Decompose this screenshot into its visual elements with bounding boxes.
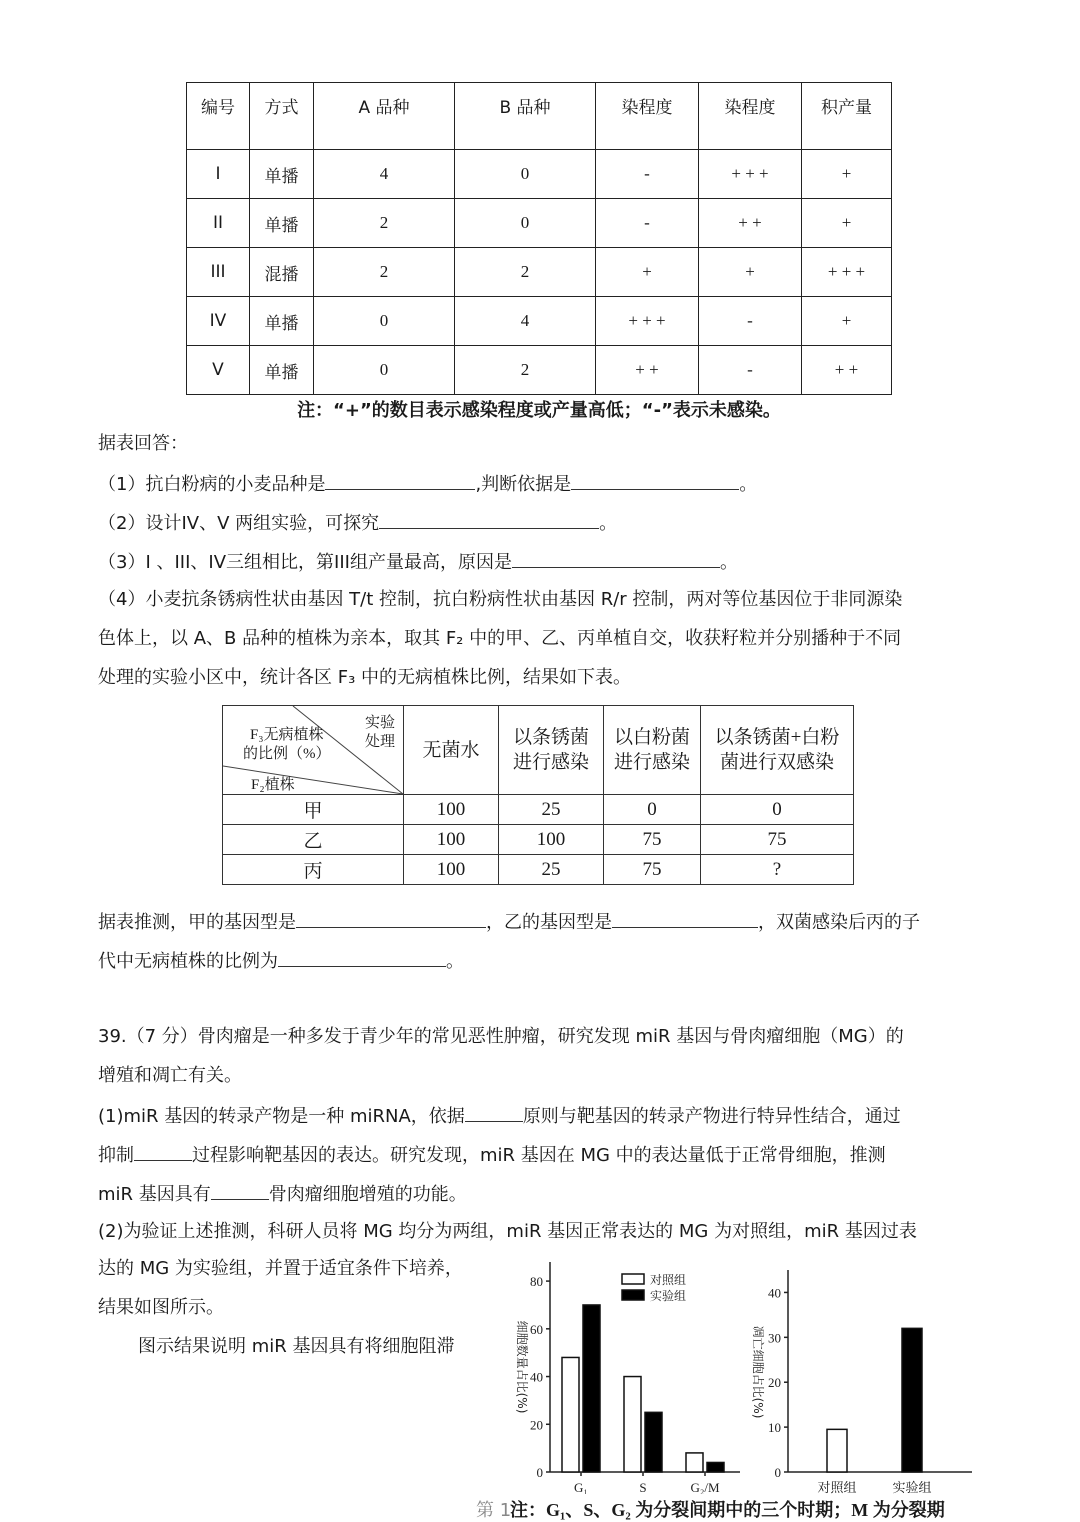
bar-control [686,1453,703,1472]
q39-line-3 [98,1103,901,1129]
question-4-line-1: （4）小麦抗条锈病性状由基因 T/t 控制，抗白粉病性状由基因 R/r 控制，两对等位基因位于非同源染 [98,589,903,610]
cell: 4 [455,297,596,346]
y-tick-label: 30 [768,1330,781,1346]
cell: 25 [499,795,604,825]
y-tick-label: 40 [530,1369,543,1385]
x-tick-label: G₂/M [690,1480,720,1494]
x-tick-label: 对照组 [817,1481,857,1494]
corner-label-ratio: F₃无病植株 的比例（%） [243,727,331,762]
x-tick-label: G₁ [574,1480,588,1494]
question-text: 。 [719,552,738,573]
answer-blank[interactable] [278,948,446,967]
x-tick-label: 实验组 [892,1481,932,1494]
bar-experiment [583,1305,600,1472]
question-text: ，乙的基因型是 [486,912,612,933]
planting-table [186,82,892,395]
cell: 0 [604,795,701,825]
bar-control [562,1357,579,1472]
question-text: 过程影响靶基因的表达。研究发现，miR 基因在 MG 中的表达量低于正常骨细胞，推测 [192,1145,886,1166]
cell: 混播 [250,248,314,297]
cell: - [699,297,802,346]
q39-line-8: 结果如图所示。 [98,1297,224,1318]
question-text: 。 [446,951,464,972]
header-cell: 方式 [250,83,314,150]
bar-control [624,1377,641,1472]
cell: + + + [596,297,699,346]
cell: 100 [404,855,499,885]
apoptosis-bar-chart [740,1262,980,1494]
corner-label-treatment: 实验 处理 [364,715,395,750]
chart-footnote: 注：G₁、S、G₂ 为分裂间期中的三个时期；M 为分裂期 [510,1500,945,1520]
q39-line-1: 39.（7 分）骨肉瘤是一种多发于青少年的常见恶性肿瘤，研究发现 miR 基因与骨肉瘤细胞（MG）的 [98,1026,904,1047]
question-text: 抑制 [98,1145,134,1166]
cell: 甲 [223,795,404,825]
question-text: 。 [599,513,618,534]
cell: 单播 [250,346,314,395]
bar-experiment [645,1412,662,1472]
table-note: 注：“+”的数目表示感染程度或产量高低；“-”表示未感染。 [297,400,781,421]
table-row [187,248,892,297]
q39-line-4 [98,1142,886,1168]
cell: I [187,150,250,199]
cell: II [187,199,250,248]
question-4-line-3: 处理的实验小区中，统计各区 F₃ 中的无病植株比例，结果如下表。 [98,667,632,688]
y-axis-label: 凋亡细胞占比(%) [751,1325,765,1419]
cell: 乙 [223,825,404,855]
question-text: (1)miR 基因的转录产物是一种 miRNA，依据 [98,1106,465,1127]
bar-experiment [902,1328,922,1472]
cell: + [802,150,892,199]
header-cell: 编号 [187,83,250,150]
cell: 2 [314,248,455,297]
header-cell: 无菌水 [404,706,499,795]
legend-label: 对照组 [650,1273,687,1287]
y-tick-label: 0 [536,1465,543,1480]
answer-blank[interactable] [612,909,758,928]
q39-line-2: 增殖和凋亡有关。 [98,1065,242,1086]
question-text: 原则与靶基因的转录产物进行特异性结合，通过 [522,1106,901,1127]
question-text: 。 [739,474,758,495]
cell: 100 [404,795,499,825]
answer-blank[interactable] [325,471,475,490]
q39-line-7: 达的 MG 为实验组，并置于适宜条件下培养， [98,1258,463,1279]
cell: + + [699,199,802,248]
header-cell: B 品种 [455,83,596,150]
bar-experiment [707,1462,724,1472]
cell: 0 [455,199,596,248]
table-row [187,150,892,199]
cell: 0 [701,795,854,825]
header-cell: 染程度 [596,83,699,150]
diagonal-header-cell [223,706,404,795]
question-4-line-2: 色体上，以 A、B 品种的植株为亲本，取其 F₂ 中的甲、乙、丙单植自交，收获籽粒并分别播种于不同 [98,628,902,649]
cell: 100 [404,825,499,855]
question-text: 据表推测，甲的基因型是 [98,912,296,933]
header-cell: 以条锈菌 进行感染 [499,706,604,795]
question-3 [98,549,738,575]
cell: + + [596,346,699,395]
table-row [187,199,892,248]
y-tick-label: 0 [774,1465,781,1480]
bar-control [827,1429,847,1472]
cell: + [802,199,892,248]
cell: - [596,150,699,199]
corner-label-f2: F₂植株 [251,777,295,793]
cell: 75 [604,855,701,885]
answer-blank[interactable] [512,549,720,568]
cell: - [596,199,699,248]
table-row [223,825,854,855]
table-row [223,855,854,885]
inference-line-1 [98,909,920,935]
cell: 0 [314,346,455,395]
q39-line-6: (2)为验证上述推测，科研人员将 MG 均分为两组，miR 基因正常表达的 MG 为对照组，miR 基因过表 [98,1221,917,1242]
cell: 25 [499,855,604,885]
table-row [223,795,854,825]
question-1 [98,471,757,497]
cell: ? [701,855,854,885]
cell: 丙 [223,855,404,885]
question-text: ,判断依据是 [475,474,572,495]
cell: + [802,297,892,346]
question-text: 代中无病植株的比例为 [98,951,278,972]
cell: 75 [604,825,701,855]
cell: 2 [455,346,596,395]
cell: 2 [314,199,455,248]
cell: IV [187,297,250,346]
cell: 100 [499,825,604,855]
legend-swatch [622,1290,644,1300]
legend-swatch [622,1274,644,1284]
table-row [187,297,892,346]
y-tick-label: 10 [768,1420,781,1436]
cell: 0 [455,150,596,199]
header-cell: 以条锈菌+白粉 菌进行双感染 [701,706,854,795]
y-tick-label: 60 [530,1321,543,1337]
cell: III [187,248,250,297]
cell: + + [802,346,892,395]
inference-line-2 [98,948,464,974]
x-tick-label: S [639,1480,647,1494]
answer-blank[interactable] [379,510,599,529]
cell: + + + [699,150,802,199]
question-text: miR 基因具有 [98,1184,211,1205]
cell-cycle-bar-chart [500,1262,750,1494]
table-row [187,346,892,395]
cell: 单播 [250,150,314,199]
y-axis-label: 细胞数量占比(%) [515,1320,529,1414]
cell: - [699,346,802,395]
cell: + [596,248,699,297]
question-text: （2）设计IV、V 两组实验，可探究 [98,513,380,534]
answer-blank[interactable] [571,471,739,490]
f3-results-table [222,705,854,885]
cell: 单播 [250,199,314,248]
answer-blank[interactable] [465,1103,523,1122]
cell: 0 [314,297,455,346]
header-cell: 以白粉菌 进行感染 [604,706,701,795]
cell: 2 [455,248,596,297]
question-text: （3）I 、III、IV三组相比，第III组产量最高，原因是 [98,552,512,573]
header-cell: 积产量 [802,83,892,150]
answer-blank[interactable] [296,909,486,928]
cell: 4 [314,150,455,199]
answer-intro: 据表回答： [98,433,188,454]
question-2 [98,510,617,536]
question-text: （1）抗白粉病的小麦品种是 [98,474,326,495]
cell: V [187,346,250,395]
header-cell: 染程度 [699,83,802,150]
y-tick-label: 40 [768,1285,781,1301]
q39-line-9: 图示结果说明 miR 基因具有将细胞阻滞 [138,1336,455,1357]
answer-blank[interactable] [211,1181,269,1200]
q39-line-5 [98,1181,467,1207]
question-text: ，双菌感染后丙的子 [758,912,920,933]
page-number: 第 1 [476,1500,512,1521]
table-header-row [187,83,892,150]
y-tick-label: 20 [530,1417,543,1433]
answer-blank[interactable] [134,1142,192,1161]
y-tick-label: 80 [530,1274,543,1290]
question-text: 骨肉瘤细胞增殖的功能。 [268,1184,467,1205]
y-tick-label: 20 [768,1375,781,1391]
cell: 75 [701,825,854,855]
cell: + + + [802,248,892,297]
table-header-row [223,706,854,795]
cell: + [699,248,802,297]
cell: 单播 [250,297,314,346]
legend-label: 实验组 [650,1289,687,1303]
header-cell: A 品种 [314,83,455,150]
